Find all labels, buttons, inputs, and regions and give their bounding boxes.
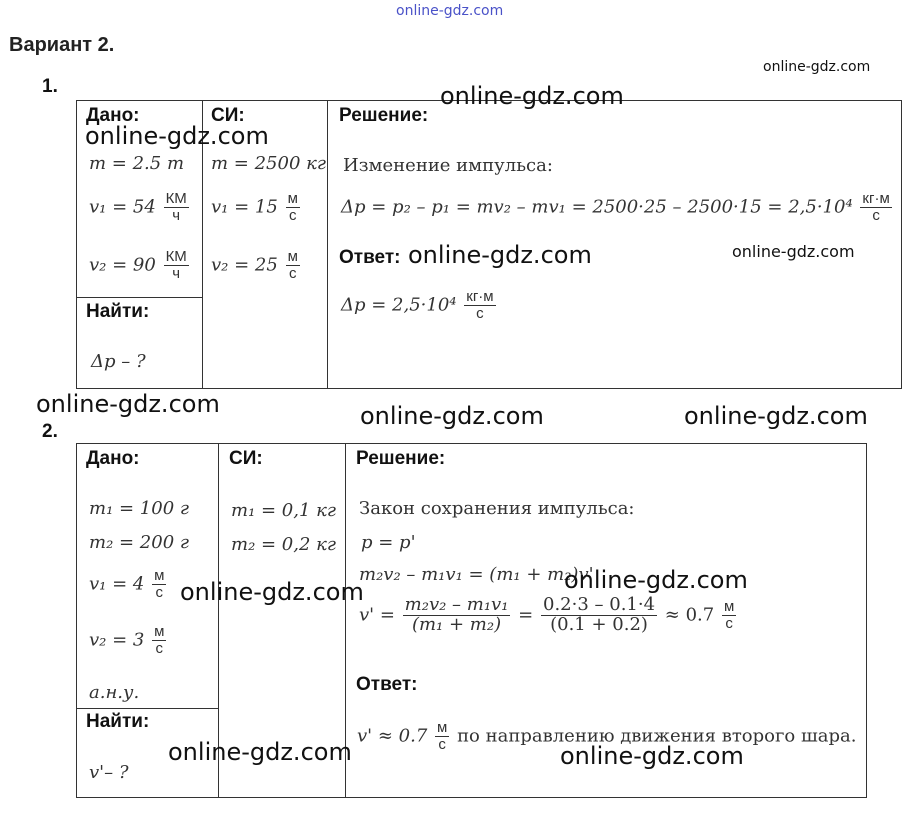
problem2-find: v'– ? [89,762,129,783]
problem2-answer-text: по направлению движения второго шара. [457,725,857,747]
problem2-given-v1-lhs: v₁ = 4 [89,573,145,595]
problem1-si-v2-unit: $\frac{м}{с}$ [287,248,298,282]
problem2-eq2: m₂v₂ – m₁v₁ = (m₁ + m₂)v' [359,564,594,585]
problem1-si-v1 [211,191,302,224]
watermark-2: online-gdz.com [440,82,624,110]
problem2-dano-label: Дано: [86,448,140,469]
problem2-si-label: СИ: [229,448,263,469]
watermark-6: online-gdz.com [36,390,220,418]
variant-title: Вариант 2. [9,34,115,56]
watermark-4: online-gdz.com [408,241,592,269]
problem1-given-v2-lhs: v₂ = 90 [89,254,156,276]
problem1-answer-value: Δp = 2,5·10⁴ [341,294,457,316]
problem1-answer-unit: $\frac{кг\cdot м}{с}$ [466,288,494,322]
problem1-number: 1. [42,76,58,97]
problem2-reshenie-label: Решение: [356,448,446,469]
problem1-find: Δp – ? [91,351,146,372]
problem1-given-v1-lhs: v₁ = 54 [89,196,156,218]
problem2-otvet-label: Ответ: [356,674,418,695]
problem2-given-anu: а.н.у. [89,682,140,703]
problem2-given-v1-unit: $\frac{м}{с}$ [154,567,165,601]
problem1-si-label: СИ: [211,105,245,126]
problem1-si-v2-lhs: v₂ = 25 [211,254,278,276]
problem1-given-m: m = 2.5 т [89,153,185,174]
problem1-naiti-label: Найти: [86,301,150,322]
watermark-1: online-gdz.com [763,59,871,75]
problem2-eq3-frac2: $\frac{0.2\cdot 3 - 0.1\cdot 4}{(0.1 + 0.2)}$ [543,594,656,635]
watermark-7: online-gdz.com [360,402,544,430]
problem1-given-v1-unit: $\frac{КМ}{ч}$ [165,190,187,224]
problem1-solution-text: Изменение импульса: [343,155,553,176]
problem2-eq3: v' = $\frac{\text{m₂v₂ – m₁v₁}}{\text{(m₁ + m₂)}}$ = $\frac{0.2\cdot 3 - 0.1\cdot 4}{(0.1 + 0.2)}$ ≈ 0.7 $\frac{м}{с}$ [359,594,735,635]
problem1-equation-body: Δp = p₂ – p₁ = mv₂ – mv₁ = 2500·25 – 2500·15 = 2,5·10⁴ [341,196,853,218]
watermark-11: online-gdz.com [168,738,352,766]
problem2-eq3-result: ≈ 0.7 [664,604,715,626]
watermark-9: online-gdz.com [564,566,748,594]
problem1-reshenie-label: Решение: [339,105,429,126]
problem2-given-m1: m₁ = 100 г [89,498,189,519]
problem1-si-m: m = 2500 кг [211,153,326,174]
watermark-5: online-gdz.com [732,242,855,261]
problem2-law-text: Закон сохранения импульса: [359,498,635,519]
problem2-eq3-frac1: $\frac{\text{m₂v₂ – m₁v₁}}{\text{(m₁ + m₂)}}$ [404,594,509,635]
problem1-equation [341,191,894,224]
watermark-10: online-gdz.com [180,578,364,606]
problem2-eq3-unit: $\frac{м}{с}$ [723,598,735,632]
watermark-3: online-gdz.com [85,122,269,150]
problem1-dano-label: Дано: [86,105,140,126]
problem2-given-v2-lhs: v₂ = 3 [89,629,145,651]
problem2-si-m1: m₁ = 0,1 кг [231,500,337,521]
watermark-8: online-gdz.com [684,402,868,430]
problem1-given-v1 [89,191,191,224]
problem1-si-v2 [211,249,302,282]
problem2-si-m2: m₂ = 0,2 кг [231,534,337,555]
problem2-answer-unit: $\frac{м}{с}$ [437,719,448,753]
problem2-naiti-label: Найти: [86,711,150,732]
problem1-si-v1-unit: $\frac{м}{с}$ [287,190,298,224]
problem2-eq1: p = p' [361,532,416,553]
problem2-given-v2 [89,624,168,657]
problem2-answer-lhs: v' ≈ 0.7 [357,725,428,747]
problem1-equation-unit: $\frac{кг\cdot м}{с}$ [862,190,890,224]
problem2-given-m2: m₂ = 200 г [89,532,189,553]
problem2-given-v1 [89,568,168,601]
problem1-otvet-label: Ответ: [339,247,401,268]
problem1-answer [341,289,498,322]
problem1-si-v1-lhs: v₁ = 15 [211,196,278,218]
watermark-12: online-gdz.com [560,742,744,770]
problem1-given-v2-unit: $\frac{КМ}{ч}$ [165,248,187,282]
problem1-given-v2 [89,249,191,282]
problem2-given-v2-unit: $\frac{м}{с}$ [154,623,165,657]
problem2-number: 2. [42,421,58,442]
problem2-eq3-lhs: v' = [359,604,395,626]
top-watermark: online-gdz.com [396,3,504,19]
